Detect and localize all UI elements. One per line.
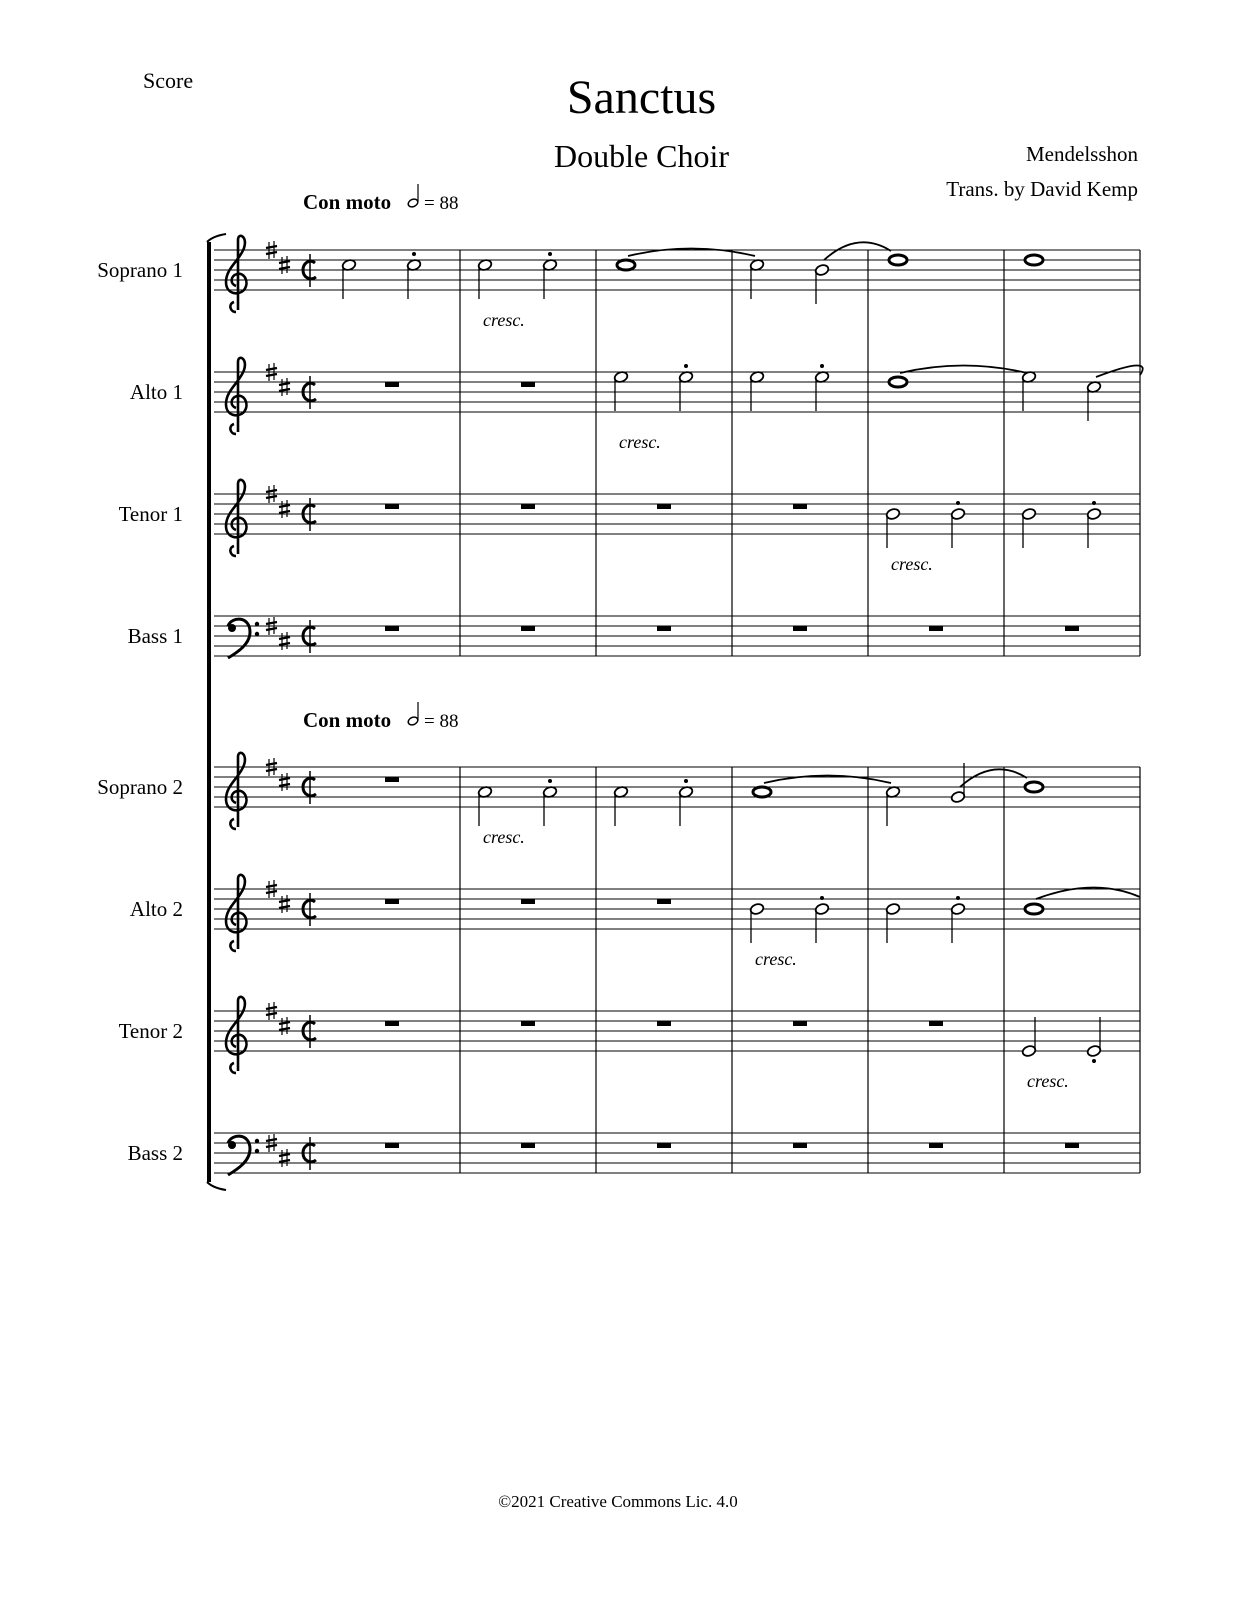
part-name: Bass 1 bbox=[127, 624, 183, 648]
whole-rest bbox=[657, 1021, 671, 1026]
staccato-dot bbox=[956, 896, 960, 900]
cresc-marking: cresc. bbox=[619, 432, 661, 452]
treble-clef-icon bbox=[226, 997, 246, 1073]
composer-credit: Mendelsshon bbox=[1026, 142, 1138, 166]
sharp-icon bbox=[279, 784, 290, 786]
treble-clef-icon bbox=[226, 480, 246, 556]
treble-clef-icon bbox=[226, 358, 246, 434]
staccato-dot bbox=[1092, 1059, 1096, 1063]
whole-rest bbox=[385, 504, 399, 509]
sharp-icon bbox=[279, 267, 290, 269]
staccato-dot bbox=[684, 779, 688, 783]
whole-rest bbox=[521, 899, 535, 904]
tempo-note-icon bbox=[407, 716, 419, 727]
staccato-dot bbox=[548, 252, 552, 256]
whole-rest bbox=[385, 777, 399, 782]
part-name: Soprano 2 bbox=[97, 775, 183, 799]
whole-rest bbox=[793, 1021, 807, 1026]
part-name: Alto 1 bbox=[129, 380, 183, 404]
sharp-icon bbox=[279, 900, 290, 902]
whole-rest bbox=[1065, 1143, 1079, 1148]
bass-clef-dot bbox=[255, 622, 259, 626]
whole-rest bbox=[385, 1143, 399, 1148]
sharp-icon bbox=[266, 763, 277, 765]
page-subtitle: Double Choir bbox=[553, 138, 730, 174]
sharp-icon bbox=[266, 769, 277, 771]
whole-note bbox=[753, 787, 771, 797]
whole-rest bbox=[657, 1143, 671, 1148]
whole-rest bbox=[385, 899, 399, 904]
slur-arc bbox=[824, 242, 891, 260]
whole-note bbox=[1025, 782, 1043, 792]
staccato-dot bbox=[820, 896, 824, 900]
sharp-icon bbox=[266, 628, 277, 630]
whole-rest bbox=[521, 382, 535, 387]
sharp-icon bbox=[266, 1145, 277, 1147]
cresc-marking: cresc. bbox=[1027, 1071, 1069, 1091]
whole-rest bbox=[385, 382, 399, 387]
bass-clef-dot bbox=[255, 1149, 259, 1153]
whole-rest bbox=[657, 504, 671, 509]
bracket-hook bbox=[207, 1182, 226, 1190]
sharp-icon bbox=[279, 389, 290, 391]
bass-clef-dot bbox=[255, 1139, 259, 1143]
staccato-dot bbox=[412, 252, 416, 256]
sharp-icon bbox=[279, 1160, 290, 1162]
sharp-icon bbox=[279, 643, 290, 645]
part-name: Soprano 1 bbox=[97, 258, 183, 282]
bass-clef-dot bbox=[228, 1141, 236, 1149]
copyright-footer: ©2021 Creative Commons Lic. 4.0 bbox=[498, 1492, 738, 1511]
sharp-icon bbox=[266, 496, 277, 498]
sharp-icon bbox=[279, 906, 290, 908]
whole-rest bbox=[521, 1021, 535, 1026]
bracket-hook bbox=[207, 234, 226, 242]
part-name: Tenor 2 bbox=[118, 1019, 183, 1043]
whole-rest bbox=[385, 626, 399, 631]
slur-arc bbox=[1096, 365, 1143, 377]
treble-clef-icon bbox=[226, 753, 246, 829]
cresc-marking: cresc. bbox=[891, 554, 933, 574]
tempo-value: = 88 bbox=[424, 711, 459, 732]
tempo-note-icon bbox=[407, 198, 419, 209]
whole-rest bbox=[1065, 626, 1079, 631]
bass-clef-dot bbox=[255, 632, 259, 636]
whole-rest bbox=[793, 504, 807, 509]
sharp-icon bbox=[266, 252, 277, 254]
whole-rest bbox=[521, 1143, 535, 1148]
staccato-dot bbox=[548, 779, 552, 783]
whole-note bbox=[1025, 255, 1043, 265]
sharp-icon bbox=[266, 1139, 277, 1141]
sharp-icon bbox=[279, 1028, 290, 1030]
tempo-marking: Con moto bbox=[303, 190, 392, 214]
sharp-icon bbox=[266, 622, 277, 624]
whole-note bbox=[617, 260, 635, 270]
part-name: Alto 2 bbox=[129, 897, 183, 921]
sharp-icon bbox=[266, 374, 277, 376]
whole-rest bbox=[929, 626, 943, 631]
staccato-dot bbox=[684, 364, 688, 368]
treble-clef-icon bbox=[226, 236, 246, 312]
sharp-icon bbox=[266, 246, 277, 248]
staccato-dot bbox=[956, 501, 960, 505]
bass-clef-dot bbox=[228, 624, 236, 632]
whole-rest bbox=[929, 1143, 943, 1148]
whole-rest bbox=[793, 626, 807, 631]
tempo-value: = 88 bbox=[424, 193, 459, 214]
sharp-icon bbox=[279, 637, 290, 639]
cresc-marking: cresc. bbox=[483, 827, 525, 847]
whole-rest bbox=[657, 899, 671, 904]
sharp-icon bbox=[266, 891, 277, 893]
whole-rest bbox=[521, 504, 535, 509]
whole-note bbox=[1025, 904, 1043, 914]
sharp-icon bbox=[279, 505, 290, 507]
cresc-marking: cresc. bbox=[755, 949, 797, 969]
sharp-icon bbox=[279, 1154, 290, 1156]
staccato-dot bbox=[1092, 501, 1096, 505]
sharp-icon bbox=[266, 490, 277, 492]
page-title: Sanctus bbox=[566, 71, 717, 124]
whole-rest bbox=[929, 1021, 943, 1026]
sharp-icon bbox=[279, 511, 290, 513]
cresc-marking: cresc. bbox=[483, 310, 525, 330]
sharp-icon bbox=[266, 1007, 277, 1009]
treble-clef-icon bbox=[226, 875, 246, 951]
sharp-icon bbox=[279, 778, 290, 780]
whole-rest bbox=[657, 626, 671, 631]
sharp-icon bbox=[266, 885, 277, 887]
sharp-icon bbox=[279, 383, 290, 385]
staccato-dot bbox=[820, 364, 824, 368]
part-name: Bass 2 bbox=[127, 1141, 183, 1165]
sharp-icon bbox=[279, 261, 290, 263]
whole-note bbox=[889, 377, 907, 387]
arranger-credit: Trans. by David Kemp bbox=[946, 177, 1138, 201]
whole-rest bbox=[385, 1021, 399, 1026]
whole-rest bbox=[521, 626, 535, 631]
sharp-icon bbox=[266, 368, 277, 370]
whole-rest bbox=[793, 1143, 807, 1148]
tempo-marking: Con moto bbox=[303, 708, 392, 732]
score-label: Score bbox=[143, 68, 194, 93]
slur-arc bbox=[960, 769, 1027, 787]
sharp-icon bbox=[279, 1022, 290, 1024]
sharp-icon bbox=[266, 1013, 277, 1015]
part-name: Tenor 1 bbox=[118, 502, 183, 526]
whole-note bbox=[889, 255, 907, 265]
